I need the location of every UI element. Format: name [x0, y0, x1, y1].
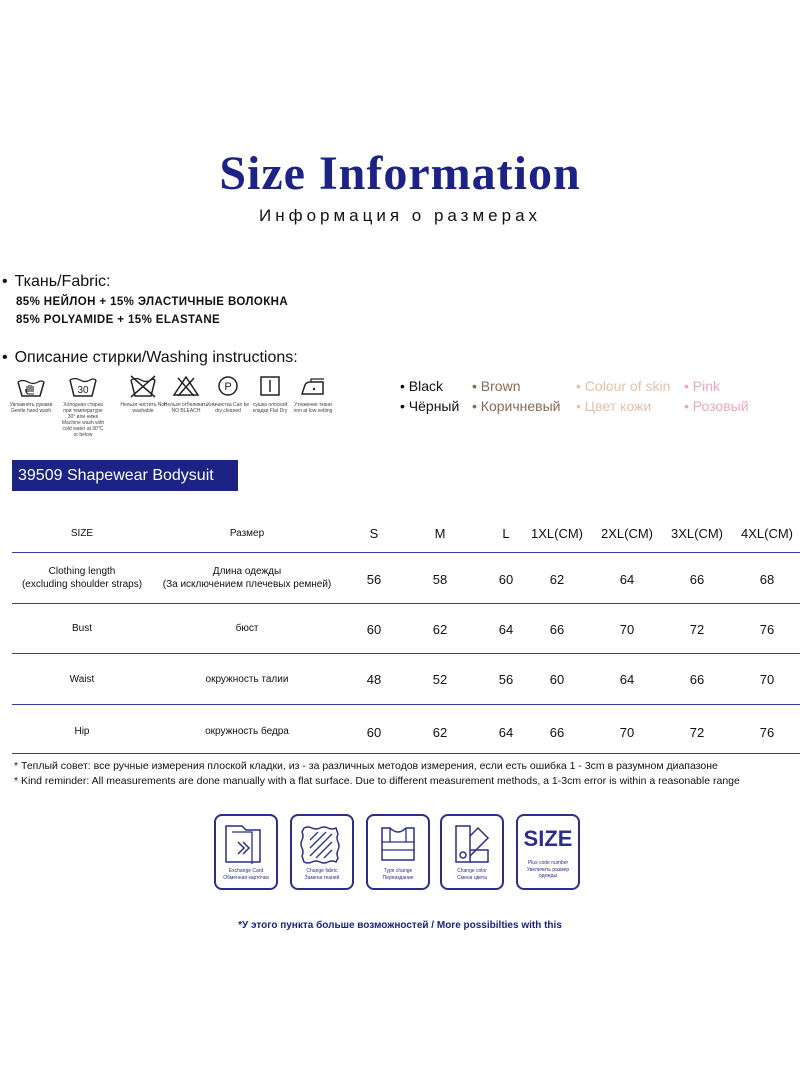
- service-caption-en: Change fabric: [306, 868, 338, 874]
- service-change-fabric[interactable]: [290, 814, 354, 890]
- change-color-icon: [442, 820, 502, 868]
- wash-caption: Химчистка Can be dry cleaned: [206, 402, 250, 414]
- cell-value: 60: [498, 572, 514, 587]
- service-exchange-card[interactable]: [214, 814, 278, 890]
- cell-value: 62: [549, 572, 565, 587]
- header-s: S: [369, 526, 379, 541]
- svg-text:30: 30: [77, 385, 89, 396]
- machine-wash-30-icon: [67, 374, 99, 398]
- color-label-ru: Чёрный: [408, 398, 460, 414]
- cell-value: 68: [759, 572, 775, 587]
- cell-value: 66: [689, 672, 705, 687]
- row-label-en: Bust: [71, 623, 92, 634]
- row-label-ru: бюст: [235, 623, 259, 634]
- cell-value: 48: [366, 672, 382, 687]
- cell-value: 60: [366, 725, 382, 740]
- header-size: SIZE: [70, 528, 94, 539]
- row-label-ru: Длина одежды (За исключением плечевых ремней): [162, 566, 332, 590]
- wash-item: [60, 374, 106, 438]
- cell-value: 62: [432, 725, 448, 740]
- do-not-wash-icon: [127, 374, 159, 398]
- cell-value: 62: [432, 622, 448, 637]
- service-caption-en: Change color: [457, 868, 487, 874]
- header-2xl: 2XL(CM): [600, 526, 653, 541]
- footer-note: *У этого пункта больше возможностей / More possibilties with this: [238, 920, 562, 931]
- cell-value: 60: [366, 622, 382, 637]
- color-dot-pink: •: [684, 378, 689, 394]
- cell-value: 70: [619, 622, 635, 637]
- color-dot-skin: •: [576, 398, 581, 414]
- wash-caption: Увлажнять руками Gentle hand wash: [9, 402, 53, 414]
- color-dot-brown: •: [472, 398, 477, 414]
- fabric-heading: • Ткань/Fabric:: [2, 273, 110, 291]
- service-caption-ru: Переиздание: [382, 875, 414, 881]
- service-caption-ru: Смена цвета: [457, 875, 487, 881]
- cell-value: 72: [689, 725, 705, 740]
- cell-value: 72: [689, 622, 705, 637]
- wash-item: [8, 374, 54, 414]
- color-label-ru: Розовый: [692, 398, 749, 414]
- color-dot-black: •: [400, 378, 405, 394]
- row-label-en: Hip: [74, 726, 90, 737]
- change-fabric-icon: [292, 820, 352, 868]
- service-caption-en: Type change: [383, 868, 413, 874]
- header-size-ru: Размер: [229, 528, 265, 539]
- cell-value: 56: [366, 572, 382, 587]
- service-caption-ru: Увеличить размер одежды: [526, 867, 570, 879]
- wash-caption: Нельзя чистить Not washable: [120, 402, 166, 414]
- cell-value: 64: [619, 672, 635, 687]
- color-option-ru[interactable]: [400, 398, 459, 414]
- cell-value: 66: [549, 725, 565, 740]
- table-divider: [12, 552, 800, 553]
- wash-item: [247, 374, 293, 414]
- measurement-note-en: * Kind reminder: All measurements are done manually with a flat surface. Due to different measurement methods, a 1-3cm error is within a reasonable range: [14, 775, 740, 787]
- washing-heading: • Описание стирки/Washing instructions:: [2, 349, 298, 367]
- table-divider: [12, 603, 800, 604]
- cell-value: 56: [498, 672, 514, 687]
- cell-value: 76: [759, 622, 775, 637]
- wash-caption: Холодная стирка при температуре 30° или ниже Machine wash with cold water at 30°C or below: [61, 402, 105, 438]
- row-label-en: Waist: [69, 674, 95, 685]
- service-type-change[interactable]: [366, 814, 430, 890]
- fabric-line-ru: 85% НЕЙЛОН + 15% ЭЛАСТИЧНЫЕ ВОЛОКНА: [16, 296, 289, 308]
- header-m: M: [434, 526, 446, 541]
- table-divider: [12, 653, 800, 654]
- color-option[interactable]: [472, 378, 520, 394]
- color-dot-brown: •: [472, 378, 477, 394]
- page-subtitle: Информация о размерах: [258, 206, 542, 225]
- measurement-note-ru: * Теплый совет: все ручные измерения плоской кладки, из - за различных методов измерения, если есть ошибка 1 - 3cm в разумном диапазоне: [14, 760, 718, 772]
- table-divider: [12, 753, 800, 754]
- fabric-line-en: 85% POLYAMIDE + 15% ELASTANE: [16, 314, 221, 326]
- service-caption-ru: Замена тканей: [304, 875, 340, 881]
- color-label: Pink: [692, 378, 721, 394]
- color-option[interactable]: [684, 378, 720, 394]
- hand-wash-icon: [15, 374, 47, 398]
- cell-value: 64: [498, 725, 514, 740]
- cell-value: 52: [432, 672, 448, 687]
- service-caption-en: Plus code number: [527, 860, 569, 866]
- do-not-bleach-icon: [170, 374, 202, 398]
- service-caption-en: Exchange Card: [228, 868, 264, 874]
- color-dot-black: •: [400, 398, 405, 414]
- wash-item: [163, 374, 209, 414]
- page-title: Size Information: [219, 147, 581, 200]
- cell-value: 76: [759, 725, 775, 740]
- row-label-en: Clothing length (excluding shoulder straps): [21, 566, 143, 590]
- exchange-card-icon: [216, 820, 276, 868]
- row-label-ru: окружность бедра: [205, 726, 289, 737]
- cell-value: 70: [759, 672, 775, 687]
- type-change-icon: [368, 820, 428, 868]
- color-label: Colour of skin: [584, 378, 671, 394]
- color-option-ru[interactable]: [576, 398, 651, 414]
- color-option[interactable]: [400, 378, 443, 394]
- wash-caption: Нельзя отбеливать NO BLEACH: [163, 402, 209, 414]
- header-3xl: 3XL(CM): [670, 526, 723, 541]
- service-change-color[interactable]: [440, 814, 504, 890]
- color-option[interactable]: [576, 378, 670, 394]
- color-label-ru: Цвет кожи: [584, 398, 652, 414]
- wash-item: [290, 374, 336, 414]
- service-plus-size[interactable]: [516, 814, 580, 890]
- color-label-ru: Коричневый: [480, 398, 561, 414]
- color-label: Brown: [480, 378, 521, 394]
- cell-value: 66: [549, 622, 565, 637]
- color-option-ru[interactable]: [472, 398, 560, 414]
- wash-caption: Утюжение ткани iron at low setting: [293, 402, 333, 414]
- wash-item: [205, 374, 251, 414]
- cell-value: 66: [689, 572, 705, 587]
- color-dot-pink: •: [684, 398, 689, 414]
- dry-clean-p-icon: [212, 374, 244, 398]
- header-1xl: 1XL(CM): [530, 526, 583, 541]
- flat-dry-icon: [254, 374, 286, 398]
- cell-value: 58: [432, 572, 448, 587]
- wash-item: [120, 374, 166, 414]
- row-label-ru: окружность талии: [205, 674, 289, 685]
- plus-size-icon: SIZE: [523, 826, 573, 851]
- cell-value: 64: [619, 572, 635, 587]
- color-label: Black: [408, 378, 444, 394]
- cell-value: 64: [498, 622, 514, 637]
- color-dot-skin: •: [576, 378, 581, 394]
- table-divider: [12, 704, 800, 705]
- product-name-banner: 39509 Shapewear Bodysuit: [12, 460, 238, 491]
- svg-text:P: P: [224, 381, 232, 393]
- color-option-ru[interactable]: [684, 398, 749, 414]
- low-iron-icon: [297, 374, 329, 398]
- wash-caption: сушка плоской кладки Flat Dry: [252, 402, 288, 414]
- cell-value: 70: [619, 725, 635, 740]
- cell-value: 60: [549, 672, 565, 687]
- header-l: L: [502, 526, 510, 541]
- header-4xl: 4XL(CM): [740, 526, 793, 541]
- service-caption-ru: Обменная карточка: [223, 875, 269, 881]
